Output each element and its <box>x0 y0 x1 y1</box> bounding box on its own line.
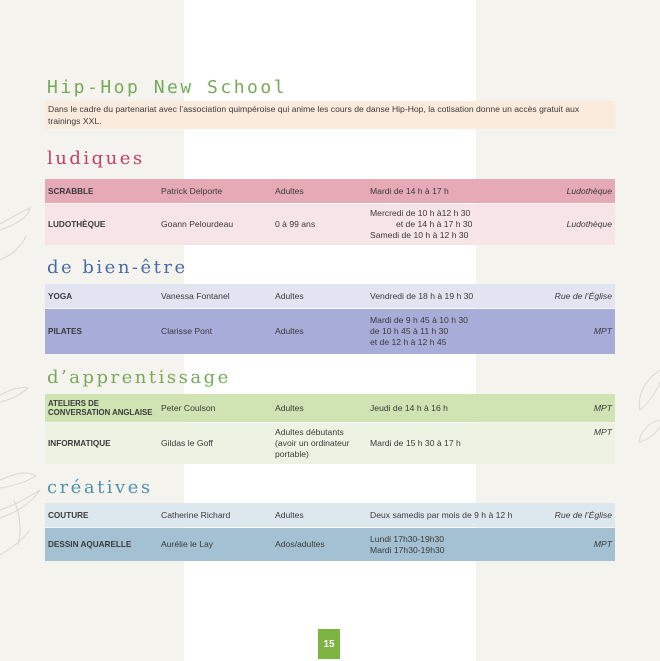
instructor-name: Aurélie le Lay <box>161 539 214 549</box>
activity-name: YOGA <box>48 291 73 301</box>
audience: Adultes <box>275 185 304 196</box>
activity-name: ATELIERS DE CONVERSATION ANGLAISE <box>48 399 153 417</box>
location: MPT <box>593 539 612 549</box>
audience: 0 à 99 ans <box>275 219 316 229</box>
location: Rue de l’Église <box>554 290 612 301</box>
schedule-line: Lundi 17h30-19h30 <box>370 533 445 544</box>
audience: Adultes <box>275 402 304 413</box>
page-number: 15 <box>318 629 340 659</box>
instructor-name: Clarisse Pont <box>161 326 213 336</box>
schedule: Mardi de 15 h 30 à 17 h <box>370 438 461 448</box>
table-row <box>45 204 615 245</box>
instructor-name: Patrick Delporte <box>161 185 223 196</box>
table-row <box>45 309 615 354</box>
activity-name: PILATES <box>48 327 82 336</box>
section-title-bien-etre: de bien-être <box>47 257 188 278</box>
audience: Adultes <box>275 509 304 520</box>
audience: Ados/adultes <box>275 539 325 549</box>
table-row <box>45 394 615 422</box>
schedule-line: Samedi de 10 h à 12 h 30 <box>370 230 469 240</box>
page-title: Hip-Hop New School <box>47 77 288 98</box>
intro-text: Dans le cadre du partenariat avec l’association quimpéroise qui anime les cours de danse Hip-Hop, la cotisation donne un accès gratuit aux trainings XXL. <box>45 101 615 129</box>
audience-line: Adultes débutants <box>275 427 344 437</box>
schedule-line: Mercredi de 10 h à12 h 30 <box>370 208 471 218</box>
audience: Adultes <box>275 290 304 301</box>
schedule: Deux samedis par mois de 9 h à 12 h <box>370 509 513 520</box>
instructor-name: Catherine Richard <box>161 509 231 520</box>
location: MPT <box>593 427 612 437</box>
table-row <box>45 179 615 203</box>
location: Ludothèque <box>566 219 612 229</box>
table-row <box>45 284 615 308</box>
section-title-ludiques: ludiques <box>47 148 145 169</box>
section-title-creatives: créatives <box>47 477 153 498</box>
audience-line: (avoir un ordinateur <box>275 438 350 448</box>
activity-name: DESSIN AQUARELLE <box>48 540 132 549</box>
location: MPT <box>593 326 612 336</box>
table-row <box>45 528 615 561</box>
activity-name: COUTURE <box>48 510 89 520</box>
leaf-decoration-icon <box>0 0 45 661</box>
instructor-name: Gildas le Goff <box>161 438 213 448</box>
schedule-line: Mardi 17h30-19h30 <box>370 544 445 555</box>
schedule-line: Mardi de 9 h 45 à 10 h 30 <box>370 315 468 325</box>
schedule: Mardi de 14 h à 17 h <box>370 185 449 196</box>
schedule-line: de 10 h 45 à 11 h 30 <box>370 326 449 336</box>
activity-name: INFORMATIQUE <box>48 439 111 448</box>
section-title-apprentissage: d’apprentissage <box>47 367 231 388</box>
table-row <box>45 503 615 527</box>
activity-name: SCRABBLE <box>48 186 94 196</box>
schedule-line: et de 12 h à 12 h 45 <box>370 337 447 347</box>
location: Ludothèque <box>566 185 612 196</box>
instructor-name: Peter Coulson <box>161 402 216 413</box>
schedule: Vendredi de 18 h à 19 h 30 <box>370 290 474 301</box>
location: Rue de l’Église <box>554 509 612 520</box>
location: MPT <box>593 402 612 413</box>
instructor-name: Vanessa Fontanel <box>161 290 230 301</box>
audience-line: portable) <box>275 449 309 459</box>
activity-name: LUDOTHÈQUE <box>48 220 106 229</box>
table-row <box>45 423 615 464</box>
schedule-line: et de 14 h à 17 h 30 <box>396 219 473 229</box>
audience: Adultes <box>275 326 304 336</box>
audience <box>275 423 370 464</box>
schedule: Jeudi de 14 h à 16 h <box>370 402 448 413</box>
flower-decoration-icon <box>615 360 660 480</box>
instructor-name: Goann Pelourdeau <box>161 219 234 229</box>
